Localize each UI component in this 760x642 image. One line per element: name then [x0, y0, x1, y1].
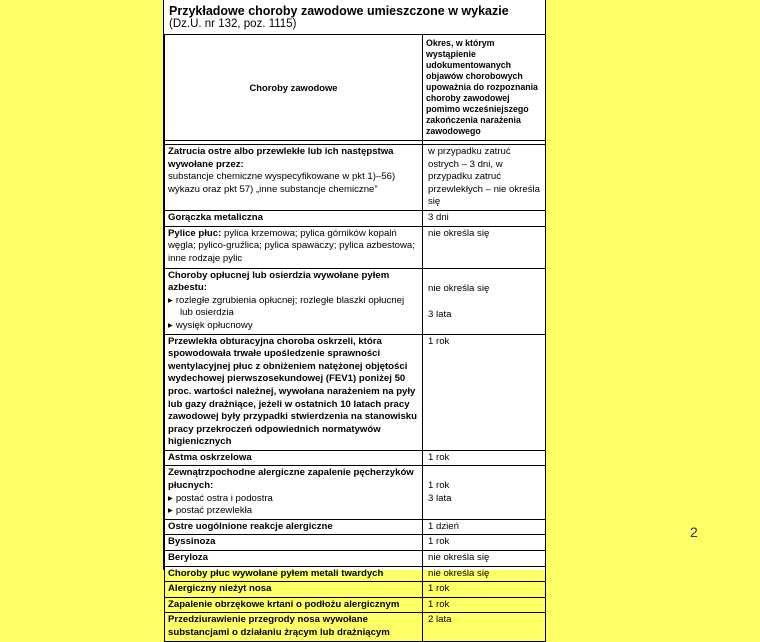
disease-name: Pylice płuc: — [168, 227, 222, 239]
disease-name: Zapalenie obrzękowe krtani o podłożu alergicznym — [165, 597, 423, 613]
table-row — [165, 450, 546, 466]
disease-name: Zewnątrzpochodne alergiczne zapalenie pęcherzyków płucnych: — [168, 467, 414, 492]
period-value: 3 dni — [423, 210, 546, 226]
disease-subitem: ▸ wysięk opłucnowy — [168, 320, 419, 333]
period-value: 1 rok — [423, 450, 546, 466]
disease-subitem: ▸ postać ostra i podostra — [168, 493, 419, 506]
disease-subitem: ▸ postać przewlekła — [168, 505, 419, 518]
period-value: 1 rok — [423, 597, 546, 613]
header-period: Okres, w którym wystąpienie udokumentowanych objawów chorobowych upoważnia do rozpoznania choroby zawodowej pomimo wcześniejszego zakończenia narażenia zawodowego — [423, 35, 546, 141]
disease-subitem-cont: lub osierdzia — [180, 307, 234, 319]
diseases-table — [164, 34, 546, 642]
disease-name: Astma oskrzelowa — [165, 450, 423, 466]
period-value: 2 lata — [423, 613, 546, 641]
disease-name: Choroby opłucnej lub osierdzia wywołane pyłem azbestu: — [168, 269, 390, 294]
disease-subitem: ▸ rozległe zgrubienia opłucnej; rozległe blaszki opłucnej — [168, 295, 419, 308]
period-value: 3 lata — [428, 493, 452, 505]
period-value: nie określa się — [423, 226, 546, 268]
disease-detail: substancje chemiczne wyspecyfikowane w pkt 1)–56) wykazu oraz pkt 57) „inne substancje chemiczne” — [168, 171, 396, 195]
table-row — [165, 466, 546, 519]
disease-detail: pylica krzemowa; pylica górników kopalń węgla; pylico-gruźlica; pylica spawaczy; pylica azbestowa; inne rodzaje pylic — [168, 227, 415, 264]
disease-name: Ostre uogólnione reakcje alergiczne — [165, 519, 423, 535]
disease-name: Alergiczny nieżyt nosa — [165, 582, 423, 598]
document-subtitle: (Dz.U. nr 132, poz. 1115) — [169, 18, 297, 30]
period-value: 1 dzień — [423, 519, 546, 535]
period-value: 3 lata — [428, 309, 452, 321]
header-diseases: Choroby zawodowe — [165, 35, 423, 141]
disease-name: Przewlekła obturacyjna choroba oskrzeli, która spowodowała trwałe upośledzenie sprawności wentylacyjnej płuc z obniżeniem natężonej objętości wydechowej pierwszosekundowej (FEV1) poniżej 50 proc. wartości należnej, wywołana narażeniem na pyły lub gazy drażniące, jeżeli w ostatnich 10 latach pracy zawodowej były przypadki stwierdzenia na stanowisku pracy przekroczeń odpowiednich normatywów higienicznych — [165, 334, 423, 450]
table-row — [165, 334, 546, 450]
table-row — [165, 613, 546, 641]
disease-name: Choroby płuc wywołane pyłem metali twardych — [165, 566, 423, 582]
period-value: nie określa się — [428, 282, 490, 294]
document-page — [163, 0, 546, 638]
table-header-row — [165, 35, 546, 141]
table-row — [165, 226, 546, 268]
table-row — [165, 145, 546, 211]
period-value: 1 rok — [423, 334, 546, 450]
disease-name: Byssinoza — [165, 535, 423, 551]
table-row — [165, 535, 546, 551]
document-title: Przykładowe choroby zawodowe umieszczone w wykazie — [169, 4, 509, 18]
page-number: 2 — [690, 524, 698, 540]
table-row — [165, 210, 546, 226]
table-row — [165, 551, 546, 567]
table-row — [165, 566, 546, 582]
period-value: w przypadku zatruć ostrych – 3 dni, w przypadku zatruć przewlekłych – nie określa się — [423, 145, 546, 211]
period-value: 1 rok — [423, 582, 546, 598]
table-row — [165, 519, 546, 535]
period-value: 1 rok — [423, 535, 546, 551]
disease-name: Beryloza — [165, 551, 423, 567]
period-value: nie określa się — [423, 566, 546, 582]
table-row — [165, 268, 546, 334]
disease-name: Gorączka metaliczna — [165, 210, 423, 226]
period-value: nie określa się — [423, 551, 546, 567]
disease-name: Przedziurawienie przegrody nosa wywołane substancjami o działaniu żrącym lub drażniącym — [165, 613, 423, 641]
table-row — [165, 597, 546, 613]
table-row — [165, 582, 546, 598]
disease-name: Zatrucia ostre albo przewlekłe lub ich następstwa wywołane przez: — [168, 146, 394, 170]
period-value: 1 rok — [428, 480, 450, 492]
